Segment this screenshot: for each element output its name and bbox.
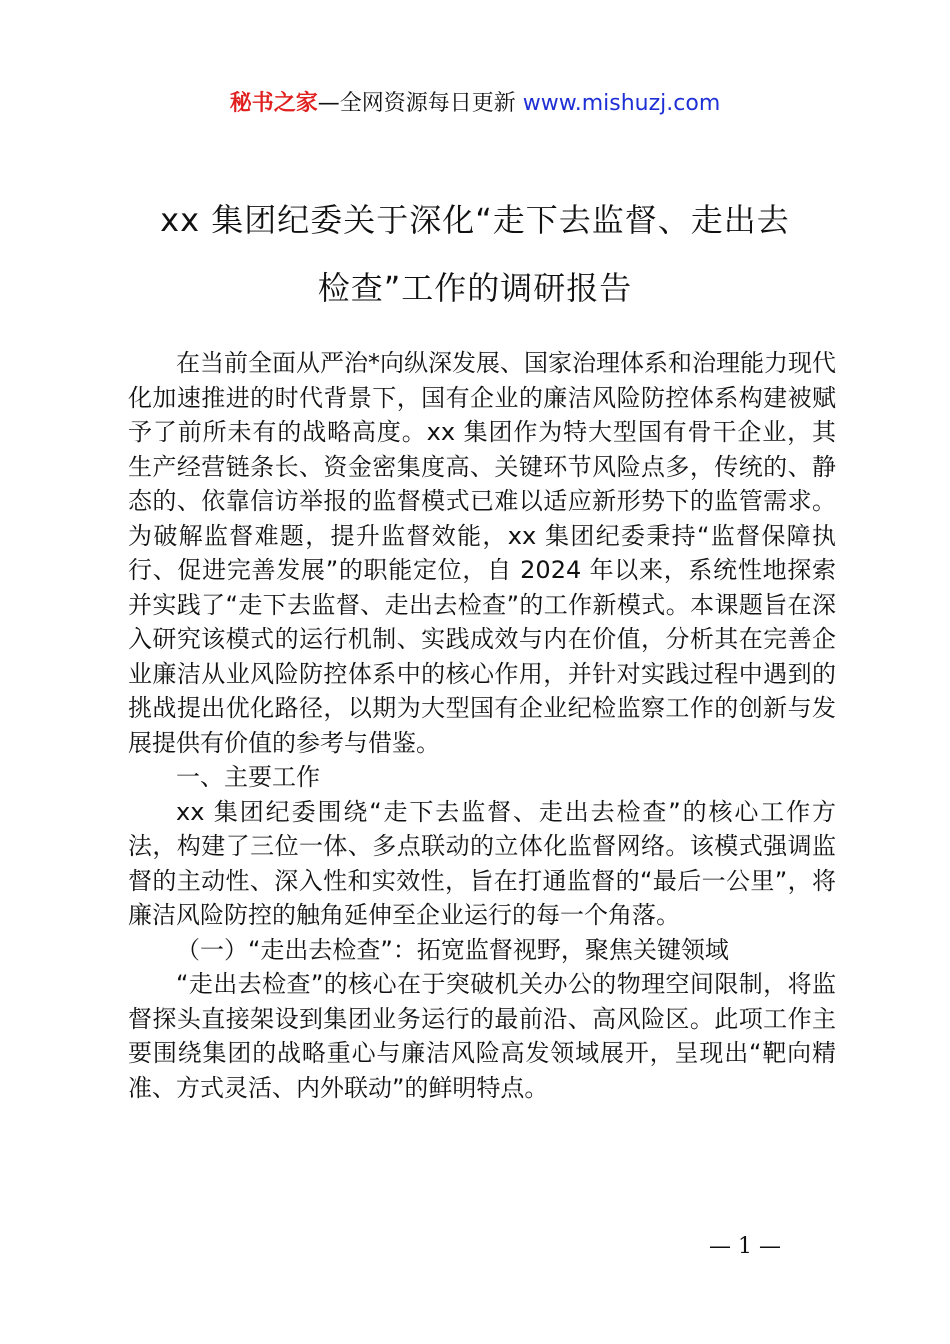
document-title — [60, 186, 890, 322]
page-number: — 1 — — [709, 1234, 781, 1259]
site-tagline: —全网资源每日更新 — [317, 91, 516, 116]
subsection-heading-1: （一）“走出去检查”：拓宽监督视野，聚焦关键领域 — [176, 935, 729, 964]
site-brand: 秘书之家 — [229, 91, 318, 116]
subsection-1-paragraph: “走出去检查”的核心在于突破机关办公的物理空间限制，将监督探头直接架设到集团业务运行的最前沿、高风险区。此项工作主要围绕集团的战略重心与廉洁风险高发领域展开，呈现出“靶向精准、方式灵活、内外联动”的鲜明特点。 — [128, 970, 836, 1102]
main-work-paragraph: xx 集团纪委围绕“走下去监督、走出去检查”的核心工作方法，构建了三位一体、多点联动的立体化监督网络。该模式强调监督的主动性、深入性和实效性，旨在打通监督的“最后一公里”，将廉洁风险防控的触角延伸至企业运行的每一个角落。 — [128, 797, 836, 929]
title-line-2: 检查”工作的调研报告 — [317, 269, 633, 307]
title-line-1: xx 集团纪委关于深化“走下去监督、走出去 — [160, 201, 790, 239]
site-url-link[interactable]: www.mishuzj.com — [522, 91, 721, 116]
site-header — [0, 88, 950, 120]
document-body — [128, 346, 836, 1105]
section-heading-main-work: 一、主要工作 — [176, 763, 320, 791]
intro-paragraph: 在当前全面从严治*向纵深发展、国家治理体系和治理能力现代化加速推进的时代背景下，国有企业的廉洁风险防控体系构建被赋予了前所未有的战略高度。xx 集团作为特大型国有骨干企业，其生产经营链条长、资金密集度高、关键环节风险点多，传统的、静态的、依靠信访举报的监督模式已难以适应新形势下的监管需求。为破解监督难题，提升监督效能，xx 集团纪委秉持“监督保障执行、促进完善发展”的职能定位，自 2024 年以来，系统性地探索并实践了“走下去监督、走出去检查”的工作新模式。本课题旨在深入研究该模式的运行机制、实践成效与内在价值，分析其在完善企业廉洁从业风险防控体系中的核心作用，并针对实践过程中遇到的挑战提出优化路径，以期为大型国有企业纪检监察工作的创新与发展提供有价值的参考与借鉴。 — [128, 349, 836, 757]
